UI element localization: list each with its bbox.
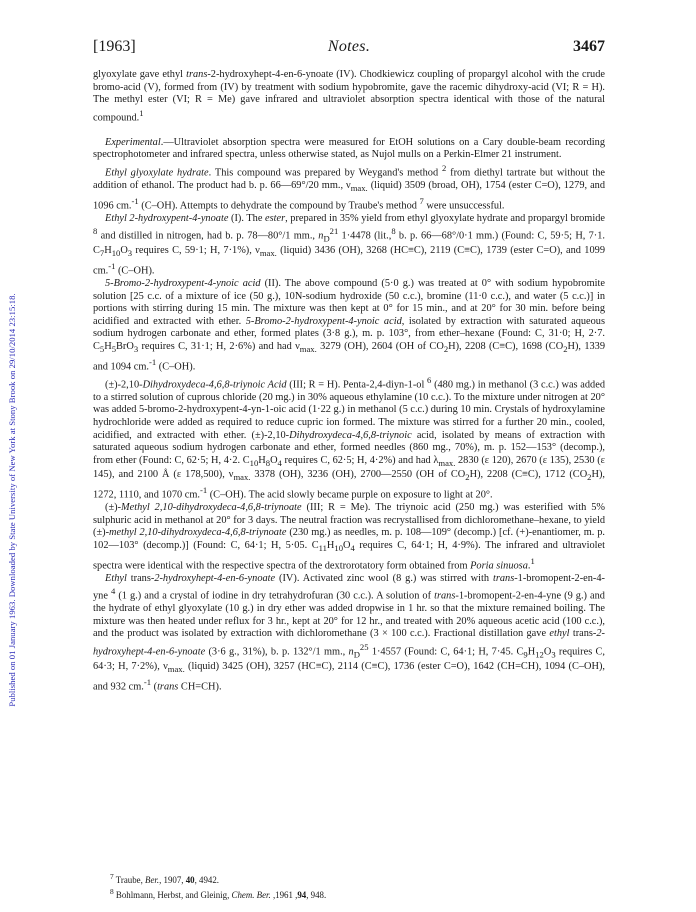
header-section: Notes. bbox=[327, 38, 371, 55]
paragraph-heptenynoate: Ethyl trans-2-hydroxyhept-4-en-6-ynoate (IV). Activated zinc wool (8 g.) was stirred with trans-1-bromopent-2-en-4-yne $^4$ (1 g.) and a crystal of iodine in dry tetrahydrofuran (30 c.c.). A solution of trans-1-bromopent-2-en-4-yne (9 g.) and the hydrate of ethyl glyoxylate (10 g.) in dry ether was added dropwise in 1 hr. so that the mixture remained boiling. The mixture was then heated under reflux for 3 hr., kept at 20° for 12 hr., and treated with 20% aqueous acetic acid (100 c.c.), and the product was isolated by extraction with dichloromethane (3 × 100 c.c.). Fractional distillation gave ethyl trans-2-hydroxyhept-4-en-6-ynoate (3·6 g., 31%), b. p. 132°/1 mm., $n_D^{25}$ 1·4557 (Found: C, 64·1; H, 7·45. $C_9H_{12}O_3$ requires C, 64·3; H, 7·2%), $\nu_{max.}$ (liquid) 3425 (OH), 3257 (HC≡C), 2114 (C≡C), 1736 (ester C=O), 1642 (CH=CH), 1094 (C–OH), and 932 cm.$^{-1}$ (trans CH=CH). bbox=[93, 572, 605, 693]
header-year: [1963] bbox=[93, 38, 136, 55]
paragraph-methyl-ester: (±)-Methyl 2,10-dihydroxydeca-4,6,8-triynoate (III; R = Me). The triynoic acid (250 mg.) was esterified with 5% sulphuric acid in methanol at 20° for 3 days. The neutral fraction was recrystallised from dichloromethane–hexane, to yield (±)-methyl 2,10-dihydroxydeca-4,6,8-triynoate (230 mg.) as needles, m. p. 108—109° (decomp.) [cf. (+)-enantiomer, m. p. 102—103° (decomp.)] (Found: C, 64·1; H, 5·05. $C_{11}H_{10}O_4$ requires C, 64·1; H, 4·9%). The infrared and ultraviolet spectra were identical with the respective spectra of the dextrorotatory form obtained from Poria sinuosa.$^1$ bbox=[93, 502, 605, 571]
footnotes bbox=[110, 871, 605, 901]
running-header bbox=[93, 38, 605, 60]
paragraph-experimental: Experimental.—Ultraviolet absorption spectra were measured for EtOH solutions on a Cary double-beam recording spectrophotometer and infrared spectra, unless otherwise stated, as Nujol mulls on a Perkin-Elmer 21 instrument. bbox=[93, 136, 605, 161]
download-watermark-text: Published on 01 January 1963. Downloaded by State University of New York at Stony Brook on 29/10/2014 23:15:18. bbox=[7, 293, 17, 707]
footnote-7: $^7$ Traube, Ber., 1907, 40, 4942. bbox=[110, 872, 219, 885]
page-number: 3467 bbox=[573, 38, 605, 55]
paragraph-intro: glyoxylate gave ethyl trans-2-hydroxyhept-4-en-6-ynoate (IV). Chodkiewicz coupling of propargyl alcohol with the crude bromo-acid (V), formed from (IV) by treatment with sodium hypobromite, gave the racemic dihydroxy-acid (VI; R = H). The methyl ester (VI; R = Me) gave infrared and ultraviolet absorption spectra identical with those of the natural compound.$^1$ bbox=[93, 69, 605, 124]
paragraph-ethyl-glyoxylate: Ethyl glyoxylate hydrate. This compound was prepared by Weygand's method $^2$ from diethyl tartrate but without the addition of ethanol. The product had b. p. 66—69°/20 mm., $\nu_{max.}$ (liquid) 3509 (broad, OH), 1754 (ester C=O), 1279, and 1096 cm.$^{-1}$ (C–OH). Attempts to dehydrate the compound by Traube's method $^7$ were unsuccessful. bbox=[93, 163, 605, 212]
footnote-8: $^8$ Bohlmann, Herbst, and Gleinig, Chem. Ber. ,1961 ,94, 948. bbox=[110, 886, 327, 900]
paragraph-hydroxypentynoate: Ethyl 2-hydroxypent-4-ynoate (I). The ester, prepared in 35% yield from ethyl glyoxylate hydrate and propargyl bromide $^8$ and distilled in nitrogen, had b. p. 78—80°/1 mm., $n_D^{21}$ 1·4478 (lit.,$^8$ b. p. 66—68°/0·1 mm.) (Found: C, 59·5; H, 7·1. $C_7H_{10}O_3$ requires C, 59·1; H, 7·1%), $\nu_{max.}$ (liquid) 3436 (OH), 3268 (HC≡C), 2119 (C≡C), 1739 (ester C=O), and 1099 cm.$^{-1}$ (C–OH). bbox=[93, 212, 606, 277]
download-watermark bbox=[3, 90, 21, 910]
article-body bbox=[93, 69, 605, 694]
paragraph-bromo-acid: 5-Bromo-2-hydroxypent-4-ynoic acid (II). The above compound (5·0 g.) was treated at 0° with sodium hypobromite solution [25 c.c. of a mixture of ice (50 g.), 10N-sodium hydroxide (50 c.c.), bromine (11·0 c.c.), and water (5 c.c.)] in portions with stirring during 15 min. The mixture was then kept at 0° for 15 min., and at 20° for 30 min. before being acidified and extracted with ether. 5-Bromo-2-hydroxypent-4-ynoic acid, isolated by extraction with saturated aqueous sodium hydrogen carbonate and ether, formed plates (3·8 g.), m. p. 103°, from ether–hexane (Found: C, 31·0; H, 2·7. $C_5H_5BrO_3$ requires C, 31·1; H, 2·6%) and had $\nu_{max.}$ 3279 (OH), 2604 (OH of $CO_2H$), 2208 (C≡C), 1698 $(CO_2H)$, 1339 and 1094 cm.$^{-1}$ (C–OH). bbox=[93, 278, 606, 373]
paragraph-triynoic-acid: (±)-2,10-Dihydroxydeca-4,6,8-triynoic Acid (III; R = H). Penta-2,4-diyn-1-ol $^6$ (480 mg.) in methanol (3 c.c.) was added to a stirred solution of cuprous chloride (20 mg.) in 30% aqueous ethylamine (10 c.c.). To the mixture under nitrogen at 20° was added 5-bromo-2-hydroxypent-4-yn-1-oic acid (1·22 g.) in methanol (5 c.c.) during 10 min. Crystals of hydroxylamine hydrochloride were added as required to reduce cupric ion formed. The mixture was stirred for a further 20 min., cooled, acidified, and extracted with ether. (±)-2,10-Dihydroxydeca-4,6,8-triynoic acid, isolated by means of extraction with saturated aqueous sodium hydrogen carbonate and ether, formed needles (860 mg., 70%), m. p. 152—153° (decomp.), from ether (Found: C, 62·5; H, 4·2. $C_{10}H_8O_4$ requires C, 62·5; H, 4·2%) and had $\lambda_{max.}$ 2830 (ε 120), 2670 (ε 135), 2530 (ε 145), and 2100 Å (ε 178,500), $\nu_{max.}$ 3378 (OH), 3236 (OH), 2700—2550 (OH of $CO_2H$), 2208 (C≡C), 1712 $(CO_2H)$, 1272, 1110, and 1070 cm.$^{-1}$ (C–OH). The acid slowly became purple on exposure to light at 20°. bbox=[93, 374, 606, 501]
